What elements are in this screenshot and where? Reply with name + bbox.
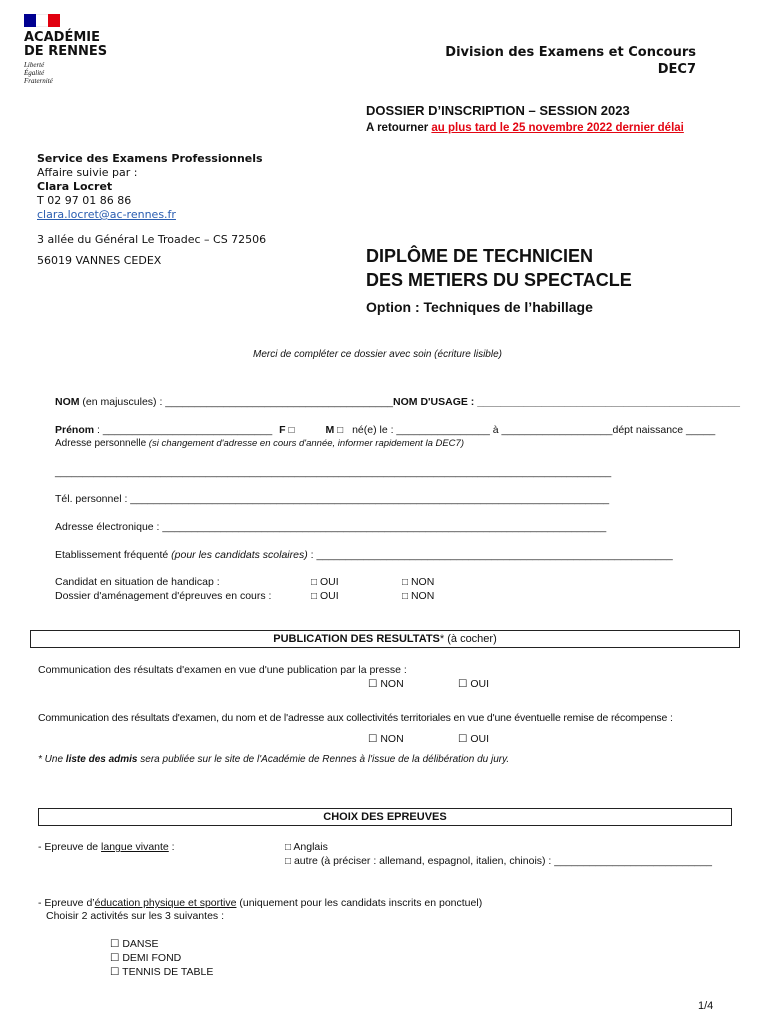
activity-tennis[interactable] bbox=[110, 966, 213, 978]
handicap-oui[interactable] bbox=[311, 576, 339, 588]
return-prefix: A retourner bbox=[366, 122, 432, 134]
choix-section-header bbox=[38, 808, 732, 826]
demi-fond-label: DEMI FOND bbox=[122, 952, 182, 964]
handicap-label: Candidat en situation de handicap : bbox=[55, 576, 220, 588]
danse-checkbox[interactable]: ☐ bbox=[110, 938, 120, 950]
handicap-non-label: NON bbox=[410, 576, 435, 588]
adresse-blank-line[interactable]: ____________________________________________________________________________________________________ bbox=[55, 467, 612, 478]
autre-checkbox[interactable]: □ bbox=[285, 856, 292, 867]
langue-autre[interactable] bbox=[285, 855, 712, 867]
etab-label: Etablissement fréquenté bbox=[55, 549, 172, 561]
note-c: sera publiée sur le site de l'Académie de Rennes à l'issue de la délibération du jury. bbox=[137, 754, 510, 765]
handicap-oui-checkbox[interactable]: □ bbox=[311, 577, 318, 588]
amenagement-oui[interactable] bbox=[311, 590, 339, 602]
division-title: Division des Examens et Concours bbox=[445, 45, 696, 60]
tennis-checkbox[interactable]: ☐ bbox=[110, 966, 120, 978]
page-number: 1/4 bbox=[698, 1000, 714, 1012]
address-line1: 3 allée du Général Le Troadec – CS 72506 bbox=[37, 233, 267, 246]
langue-suffix: : bbox=[168, 841, 175, 853]
nom-label: NOM bbox=[55, 396, 80, 408]
form-instruction: Merci de compléter ce dossier avec soin (écriture lisible) bbox=[253, 349, 502, 360]
adresse-hint: (si changement d'adresse en cours d'année, informer rapidement la DEC7) bbox=[146, 438, 464, 449]
note-a: * Une bbox=[38, 754, 66, 765]
diploma-title-line2: DES METIERS DU SPECTACLE bbox=[366, 270, 632, 290]
amenagement-non[interactable] bbox=[402, 590, 434, 602]
press-oui-checkbox[interactable]: ☐ bbox=[458, 678, 468, 690]
handicap-non-checkbox[interactable]: □ bbox=[402, 577, 409, 588]
activity-demi-fond[interactable] bbox=[110, 952, 181, 964]
address-line2: 56019 VANNES CEDEX bbox=[37, 254, 162, 267]
collectivites-oui-checkbox[interactable]: ☐ bbox=[458, 733, 468, 745]
publication-question-collectivites: Communication des résultats d'examen, du nom et de l'adresse aux collectivités territoriales en vue d'une éventuelle remise de récompense : bbox=[38, 712, 673, 724]
press-non-checkbox[interactable]: ☐ bbox=[368, 678, 378, 690]
return-deadline bbox=[366, 122, 684, 134]
gender-m-checkbox[interactable]: □ bbox=[337, 425, 344, 436]
prenom-row bbox=[55, 424, 715, 436]
tel-field[interactable]: Tél. personnel : __________________________________________________________________________________ bbox=[55, 493, 610, 505]
service-name: Service des Examens Professionnels bbox=[37, 152, 263, 165]
return-deadline-date: au plus tard le 25 novembre 2022 dernier délai bbox=[431, 122, 684, 134]
nom-usage-field[interactable]: NOM D'USAGE : _____________________________________________ bbox=[393, 396, 740, 408]
adresse-label: Adresse personnelle bbox=[55, 438, 147, 449]
publication-question-press: Communication des résultats d'examen en vue d'une publication par la presse : bbox=[38, 664, 407, 676]
collectivites-non[interactable] bbox=[368, 733, 404, 745]
langue-underlined: langue vivante bbox=[101, 841, 169, 853]
gender-f-label: F bbox=[279, 424, 286, 436]
dossier-title: DOSSIER D’INSCRIPTION – SESSION 2023 bbox=[366, 103, 630, 118]
eps-choose: Choisir 2 activités sur les 3 suivantes : bbox=[46, 910, 224, 922]
collectivites-non-label: NON bbox=[380, 733, 404, 745]
amenagement-non-checkbox[interactable]: □ bbox=[402, 591, 409, 602]
amenagement-non-label: NON bbox=[410, 590, 435, 602]
contact-name: Clara Locret bbox=[37, 180, 113, 193]
press-non-label: NON bbox=[380, 678, 404, 690]
langue-prefix: - Epreuve de bbox=[38, 841, 102, 853]
nom-field[interactable] bbox=[55, 396, 740, 408]
amenagement-oui-label: OUI bbox=[319, 590, 339, 602]
collectivites-oui[interactable] bbox=[458, 733, 489, 745]
motto-egalite: Égalité bbox=[24, 69, 45, 77]
diploma-option: Option : Techniques de l’habillage bbox=[366, 299, 593, 315]
autre-label[interactable]: autre (à préciser : allemand, espagnol, italien, chinois) : ___________________________ bbox=[293, 855, 712, 867]
tennis-label: TENNIS DE TABLE bbox=[122, 966, 214, 978]
collectivites-oui-label: OUI bbox=[470, 733, 490, 745]
republic-flag-logo bbox=[24, 14, 60, 27]
amenagement-oui-checkbox[interactable]: □ bbox=[311, 591, 318, 602]
motto-liberte: Liberté bbox=[24, 61, 45, 69]
flag-blue bbox=[24, 14, 36, 27]
handicap-non[interactable] bbox=[402, 576, 434, 588]
anglais-checkbox[interactable]: □ bbox=[285, 842, 292, 853]
gender-m-label: M bbox=[325, 424, 335, 436]
flag-white bbox=[36, 14, 48, 27]
publication-section-header bbox=[30, 630, 740, 648]
danse-label: DANSE bbox=[122, 938, 159, 950]
collectivites-non-checkbox[interactable]: ☐ bbox=[368, 733, 378, 745]
eps-prefix: - Epreuve d’ bbox=[38, 897, 95, 909]
eps-underlined: éducation physique et sportive bbox=[94, 897, 237, 909]
email-field[interactable]: Adresse électronique : ____________________________________________________________________________ bbox=[55, 521, 607, 533]
diploma-title-line1: DIPLÔME DE TECHNICIEN bbox=[366, 246, 594, 266]
langue-label bbox=[38, 841, 175, 853]
academy-name-line2: DE RENNES bbox=[24, 44, 108, 59]
amenagement-label: Dossier d'aménagement d'épreuves en cours : bbox=[55, 590, 272, 602]
activity-danse[interactable] bbox=[110, 938, 159, 950]
nom-hint: (en majuscules) : _______________________________________ bbox=[79, 396, 394, 408]
langue-anglais[interactable] bbox=[285, 841, 328, 853]
etablissement-row[interactable] bbox=[55, 549, 673, 561]
etab-hint: (pour les candidats scolaires) bbox=[171, 549, 308, 561]
prenom-label: Prénom bbox=[55, 424, 95, 436]
birth-field[interactable]: né(e) le : ________________ à ___________________dépt naissance _____ bbox=[352, 424, 716, 436]
prenom-field[interactable]: : _____________________________ bbox=[94, 424, 273, 436]
press-oui-label: OUI bbox=[470, 678, 490, 690]
publication-title-suffix: * (à cocher) bbox=[439, 633, 497, 645]
academy-name-line1: ACADÉMIE bbox=[24, 30, 100, 45]
choix-title: CHOIX DES EPREUVES bbox=[323, 811, 447, 823]
gender-f-checkbox[interactable]: □ bbox=[288, 425, 295, 436]
followed-by: Affaire suivie par : bbox=[37, 166, 138, 179]
flag-red bbox=[48, 14, 60, 27]
motto-fraternite: Fraternité bbox=[24, 77, 53, 85]
eps-suffix: (uniquement pour les candidats inscrits en ponctuel) bbox=[236, 897, 483, 909]
publication-note bbox=[38, 754, 509, 765]
note-admis: liste des admis bbox=[65, 754, 138, 765]
contact-phone: T 02 97 01 86 86 bbox=[37, 194, 132, 207]
publication-title: PUBLICATION DES RESULTATS bbox=[273, 633, 440, 645]
demi-fond-checkbox[interactable]: ☐ bbox=[110, 952, 120, 964]
press-oui[interactable] bbox=[458, 678, 489, 690]
adresse-row bbox=[55, 438, 464, 449]
division-code: DEC7 bbox=[657, 62, 696, 77]
handicap-oui-label: OUI bbox=[319, 576, 339, 588]
etab-field[interactable]: : _____________________________________________________________ bbox=[307, 549, 673, 561]
press-non[interactable] bbox=[368, 678, 404, 690]
eps-label bbox=[38, 897, 482, 909]
anglais-label: Anglais bbox=[293, 841, 328, 853]
contact-email-link[interactable]: clara.locret@ac-rennes.fr bbox=[37, 208, 176, 221]
